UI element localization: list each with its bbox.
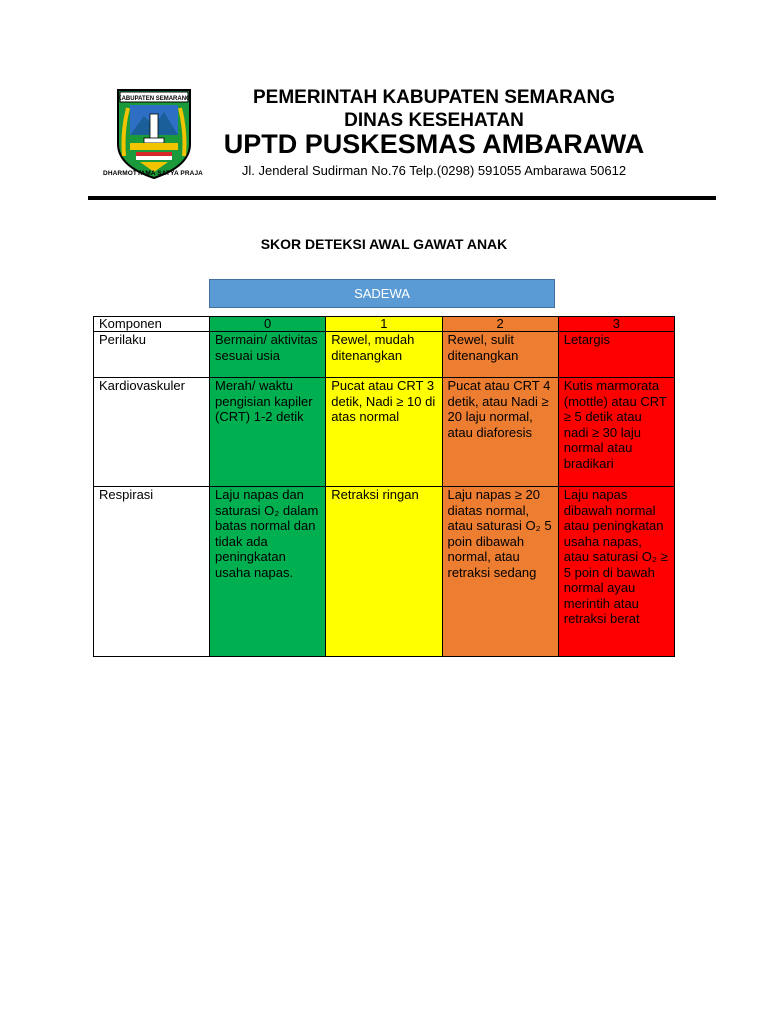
table-row-perilaku	[94, 332, 675, 378]
cell-score-2: Rewel, sulit ditenangkan	[442, 332, 558, 378]
cell-score-1: Rewel, mudah ditenangkan	[326, 332, 442, 378]
table-row-kardiovaskuler	[94, 378, 675, 487]
row-label: Perilaku	[94, 332, 210, 378]
letterhead-address: Jl. Jenderal Sudirman No.76 Telp.(0298) 591055 Ambarawa 50612	[241, 163, 627, 178]
logo-motto: DHARMOTTAMA SATYA PRAJA	[103, 170, 203, 177]
row-label: Kardiovaskuler	[94, 378, 210, 487]
cell-score-1: Pucat atau CRT 3 detik, Nadi ≥ 10 di atas normal	[326, 378, 442, 487]
cell-score-0: Merah/ waktu pengisian kapiler (CRT) 1-2 detik	[210, 378, 326, 487]
header-score-2: 2	[442, 317, 558, 332]
logo-banner-text: KABUPATEN SEMARANG	[117, 96, 191, 102]
sadewa-banner: SADEWA	[209, 279, 555, 308]
table-row-respirasi	[94, 487, 675, 657]
cell-score-0: Bermain/ aktivitas sesuai usia	[210, 332, 326, 378]
header-score-1: 1	[326, 317, 442, 332]
cell-score-1: Retraksi ringan	[326, 487, 442, 657]
header-komponen: Komponen	[94, 317, 210, 332]
cell-score-0: Laju napas dan saturasi O₂ dalam batas normal dan tidak ada peningkatan usaha napas.	[210, 487, 326, 657]
cell-score-3: Laju napas dibawah normal atau peningkatan usaha napas, atau saturasi O₂ ≥ 5 poin di bawah normal ayau merintih atau retraksi berat	[558, 487, 674, 657]
document-title: SKOR DETEKSI AWAL GAWAT ANAK	[260, 236, 508, 252]
cell-score-3: Letargis	[558, 332, 674, 378]
header-score-0: 0	[210, 317, 326, 332]
letterhead-department: DINAS KESEHATAN	[344, 110, 524, 131]
cell-score-3: Kutis marmorata (mottle) atau CRT ≥ 5 detik atau nadi ≥ 30 laju normal atau bradikari	[558, 378, 674, 487]
letterhead-divider	[88, 196, 716, 200]
letterhead-government: PEMERINTAH KABUPATEN SEMARANG	[252, 87, 616, 108]
header-score-3: 3	[558, 317, 674, 332]
letterhead-institution: UPTD PUSKESMAS AMBARAWA	[223, 129, 645, 159]
cell-score-2: Pucat atau CRT 4 detik, atau Nadi ≥ 20 laju normal, atau diaforesis	[442, 378, 558, 487]
cell-score-2: Laju napas ≥ 20 diatas normal, atau saturasi O₂ 5 poin dibawah normal, atau retraksi sedang	[442, 487, 558, 657]
crest-emblem	[100, 86, 208, 182]
kabupaten-semarang-logo	[100, 86, 208, 182]
row-label: Respirasi	[94, 487, 210, 657]
score-table	[93, 316, 675, 657]
table-header-row	[94, 317, 675, 332]
